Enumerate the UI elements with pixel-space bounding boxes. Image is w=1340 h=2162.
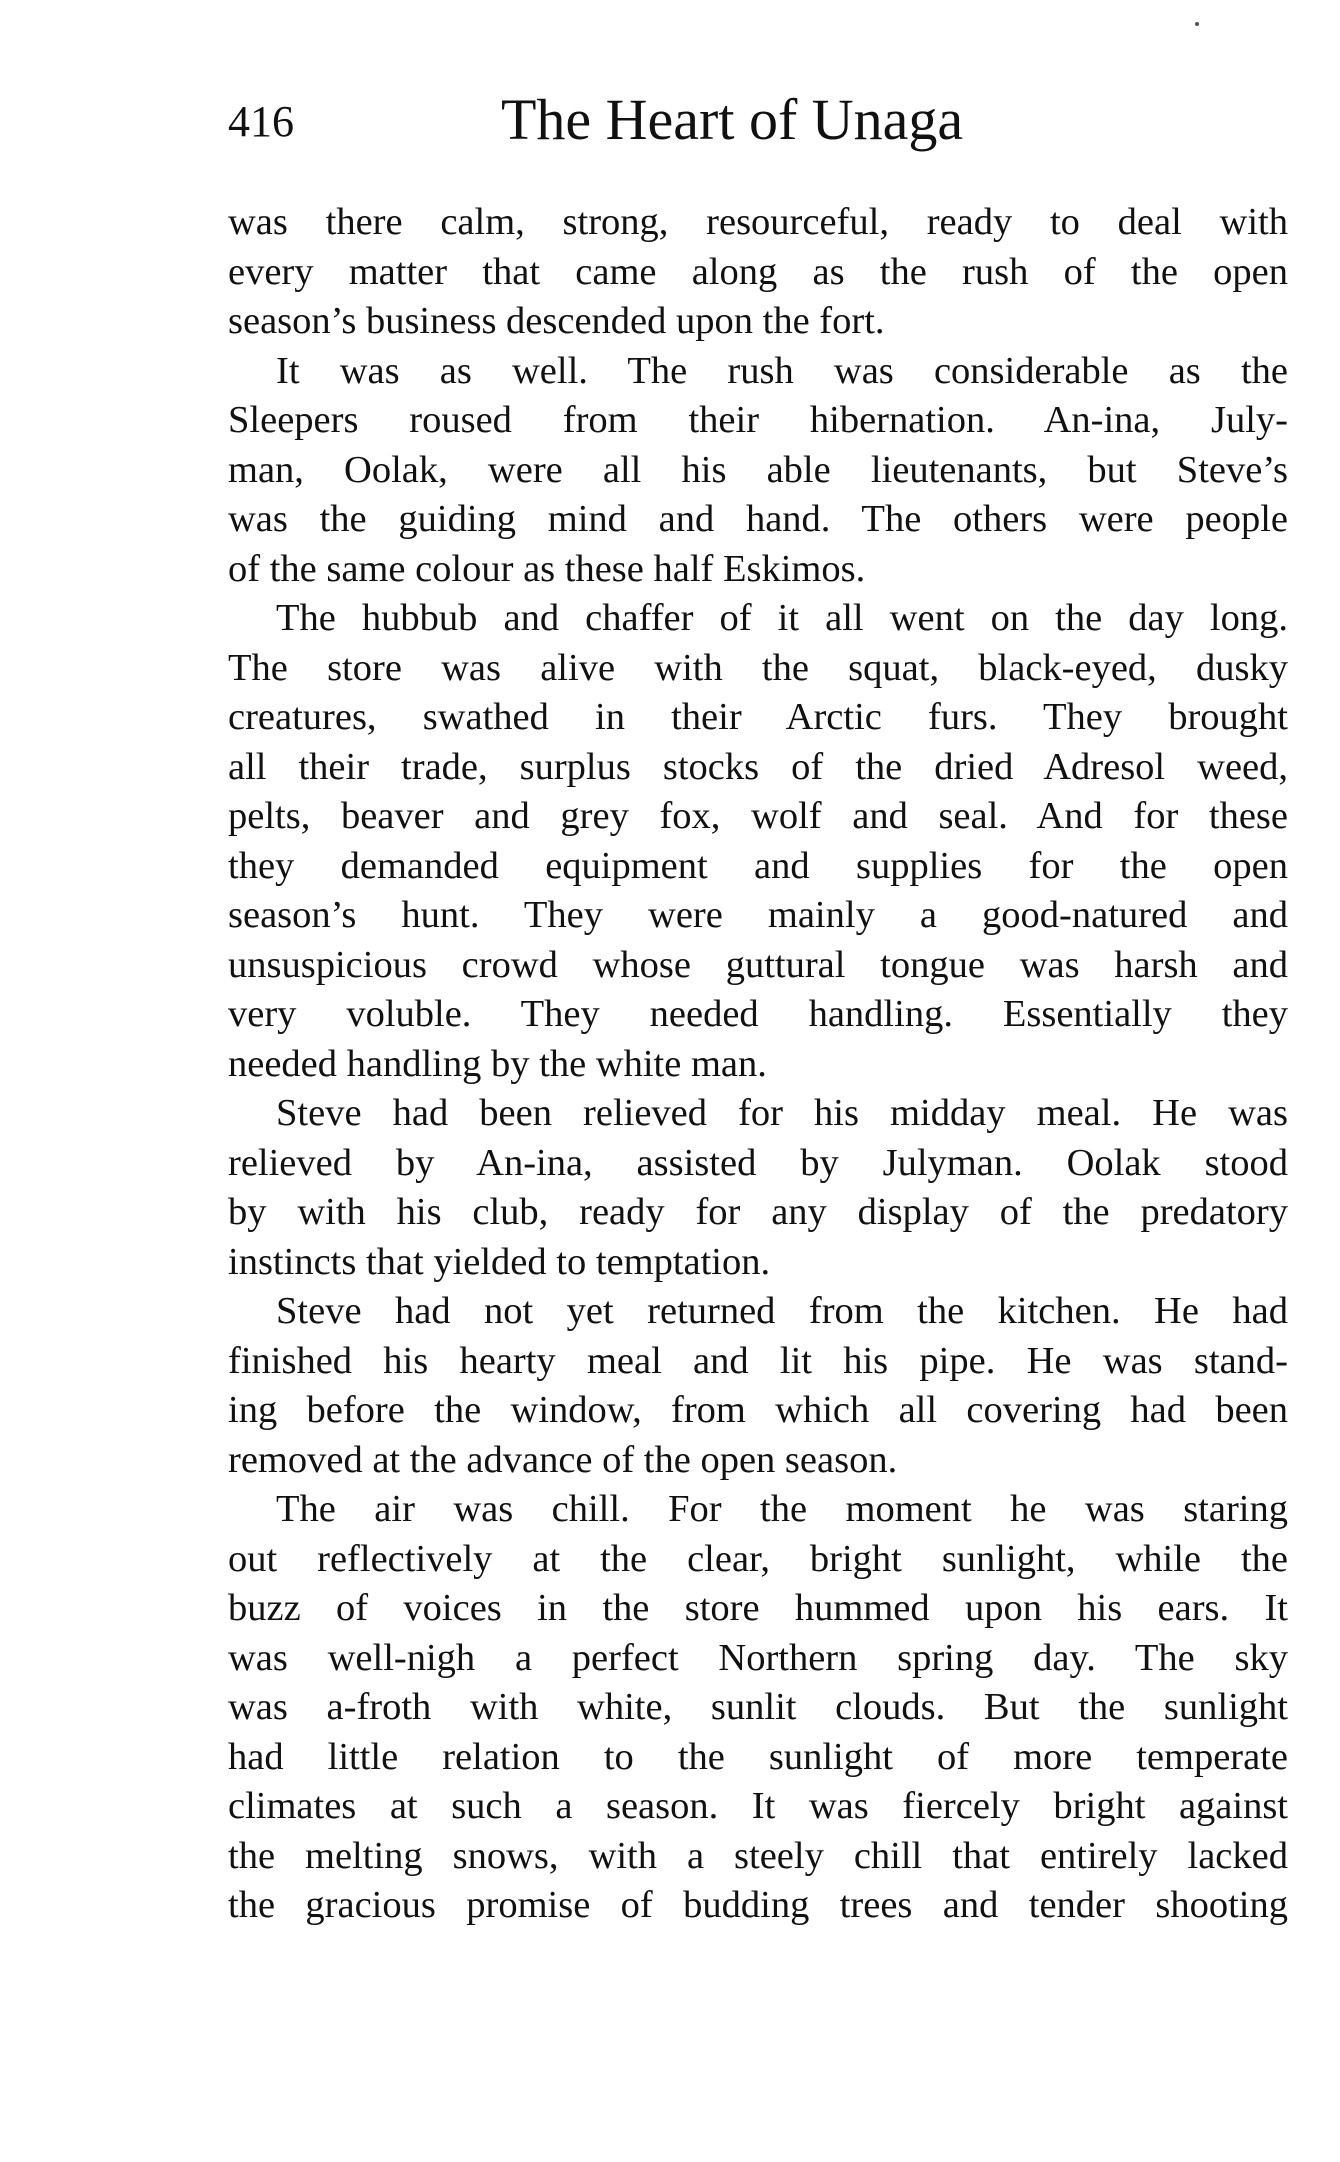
text-line: climates at such a season. It was fiercely bright against [228,1785,1288,1827]
text-line: It was as well. The rush was considerable as the [276,349,1288,392]
text-line: by with his club, ready for any display of the predatory [228,1191,1288,1233]
text-line: the gracious promise of budding trees and tender shooting [228,1884,1288,1926]
text-line: The air was chill. For the moment he was staring [276,1488,1288,1530]
text-line: pelts, beaver and grey fox, wolf and seal. And for these [228,795,1288,837]
text-line: Steve had not yet returned from the kitchen. He had [276,1290,1288,1332]
text-line: season’s hunt. They were mainly a good-natured and [228,894,1288,936]
text-line: Steve had been relieved for his midday meal. He was [276,1092,1288,1134]
text-line: of the same colour as these half Eskimos. [228,547,866,590]
text-line: The store was alive with the squat, black-eyed, dusky [228,646,1288,689]
text-line: man, Oolak, were all his able lieutenants, but Steve’s [228,448,1288,491]
page-number: 416 [228,97,294,146]
body-text [228,198,1288,1931]
text-line: was a-froth with white, sunlit clouds. But the sunlight [228,1686,1288,1728]
page-header [228,87,1288,162]
text-line: season’s business descended upon the fort. [228,300,885,342]
text-line: every matter that came along as the rush of the open [228,250,1288,293]
speck-mark [1195,22,1199,26]
text-line: was the guiding mind and hand. The others were people [228,498,1288,540]
text-line: Sleepers roused from their hibernation. An-ina, July- [228,399,1288,441]
text-line: relieved by An-ina, assisted by Julyman. Oolak stood [228,1141,1288,1184]
text-line: unsuspicious crowd whose guttural tongue was harsh and [228,943,1288,986]
running-title: The Heart of Unaga [501,87,964,152]
text-line: the melting snows, with a steely chill that entirely lacked [228,1834,1288,1877]
text-line: needed handling by the white man. [228,1042,767,1085]
text-line: buzz of voices in the store hummed upon his ears. It [228,1587,1288,1629]
text-line: was there calm, strong, resourceful, ready to deal with [228,201,1288,243]
text-line: finished his hearty meal and lit his pipe. He was stand- [228,1339,1288,1382]
text-line: they demanded equipment and supplies for the open [228,844,1288,887]
text-line: very voluble. They needed handling. Essentially they [228,993,1288,1035]
text-line: creatures, swathed in their Arctic furs. They brought [228,696,1288,738]
text-line: ing before the window, from which all covering had been [228,1389,1288,1431]
text-line: removed at the advance of the open season. [228,1438,898,1481]
text-line: all their trade, surplus stocks of the dried Adresol weed, [228,745,1288,788]
text-line: had little relation to the sunlight of more temperate [228,1735,1288,1778]
text-line: was well-nigh a perfect Northern spring day. The sky [228,1636,1288,1679]
text-line: The hubbub and chaffer of it all went on the day long. [276,597,1288,639]
text-line: out reflectively at the clear, bright sunlight, while the [228,1537,1288,1580]
text-line: instincts that yielded to temptation. [228,1240,771,1283]
